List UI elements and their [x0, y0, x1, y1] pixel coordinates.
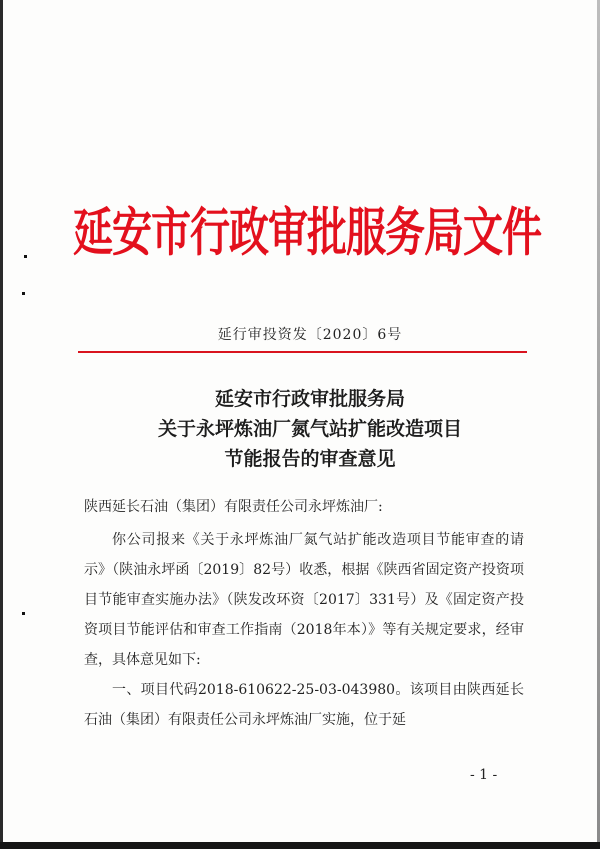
document-number: 延行审投资发〔2020〕6号 — [217, 327, 403, 343]
scan-edge-left — [0, 0, 3, 849]
document-body — [84, 525, 524, 735]
scan-edge-bottom — [0, 842, 600, 849]
subject-line: 关于永坪炼油厂氮气站扩能改造项目 — [157, 418, 462, 440]
document-subject — [80, 384, 540, 474]
subject-line: 节能报告的审查意见 — [224, 448, 396, 470]
document-header-title: 延安市行政审批服务局文件 — [73, 202, 541, 264]
red-separator-line — [78, 351, 527, 353]
body-paragraph: 一、项目代码2018-610622-25-03-043980。该项目由陕西延长石油（集团）有限责任公司永坪炼油厂实施，位于延 — [84, 682, 524, 728]
scan-speck — [24, 255, 27, 258]
scan-speck — [22, 612, 25, 615]
page-number: - 1 - — [470, 767, 498, 783]
body-paragraph: 你公司报来《关于永坪炼油厂氮气站扩能改造项目节能审查的请示》（陕油永坪函〔2019〕82号）收悉，根据《陕西省固定资产投资项目节能审查实施办法》（陕发改环资〔2017〕331号）及《固定资产投资项目节能评估和审查工作指南（2018年本）》等有关规定要求，经审查，具体意见如下: — [84, 532, 524, 668]
scan-speck — [22, 292, 25, 295]
subject-line: 延安市行政审批服务局 — [214, 388, 405, 410]
addressee: 陕西延长石油（集团）有限责任公司永坪炼油厂: — [84, 499, 383, 515]
